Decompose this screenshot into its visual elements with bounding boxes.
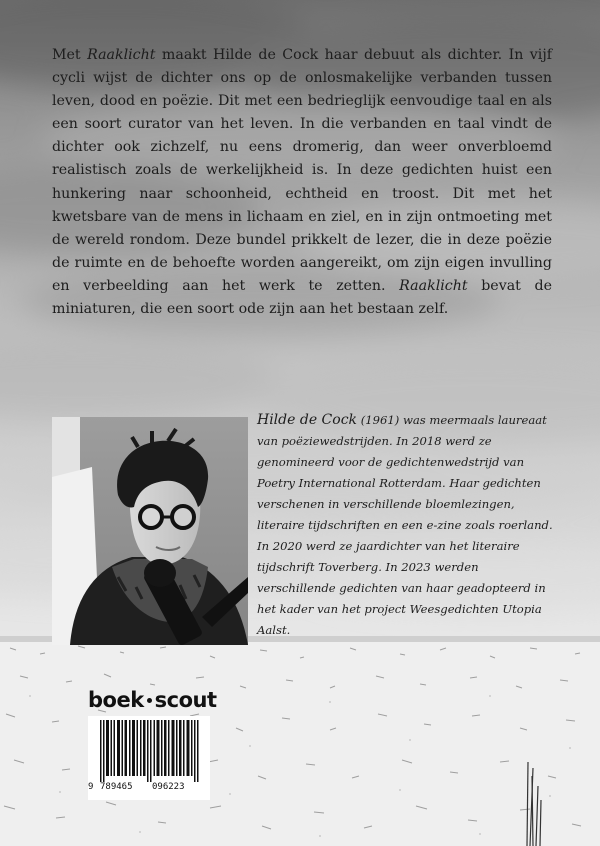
barcode-group-left: 789465	[100, 782, 133, 792]
book-title: Raaklicht	[399, 277, 468, 294]
blurb-text: Met Raaklicht maakt Hilde de Cock haar debuut als dichter. In vijf cycli wijst de dichter ons op de onlosmakelijke verbanden tussen leven, dood en poëzie. Dit met een bedrieglijk eenvoudige taal en als een soort curator van het leven. In die verbanden en taal vindt de dichter ook zichzelf, nu eens dromerig, dan weer onverbloemd realistisch zoals de werkelijkheid is. In deze gedichten huist een hunkering naar schoonheid, echtheid en troost. Dit met het kwetsbare van de mens in lichaam en ziel, en in zijn ontmoeting met de wereld rondom. Deze bundel prikkelt de lezer, die in deze poëzie de ruimte en de behoefte worden aangereikt, om zijn eigen invulling en verbeelding aan het werk te zetten. Raaklicht bevat de miniaturen, die een soort ode zijn aan het bestaan zelf.	[52, 47, 552, 318]
author-bio: Hilde de Cock (1961) was meermaals laureaat van poëziewedstrijden. In 2018 werd ze genomineerd voor de gedichtenwedstrijd van Poetry International Rotterdam. Haar gedichten verschenen in verschillende bloemlezingen, literaire tijdschriften en een e-zine zoals roerland. In 2020 werd ze jaardichter van het literaire tijdschrift Toverberg. In 2023 werden verschillende gedichten van haar geadopteerd in het kader van het project Weesgedichten Utopia Aalst.	[257, 412, 553, 637]
author-photo	[52, 417, 248, 645]
author-name: Hilde de Cock	[257, 412, 358, 428]
barcode-first-digit: 9	[88, 782, 94, 792]
book-title: Raaklicht	[87, 47, 156, 63]
barcode-bars	[94, 720, 204, 782]
barcode-group-right: 096223	[152, 782, 185, 792]
publisher-logo: boek scout	[88, 688, 217, 712]
isbn-barcode	[88, 716, 210, 800]
logo-dot	[147, 698, 152, 703]
